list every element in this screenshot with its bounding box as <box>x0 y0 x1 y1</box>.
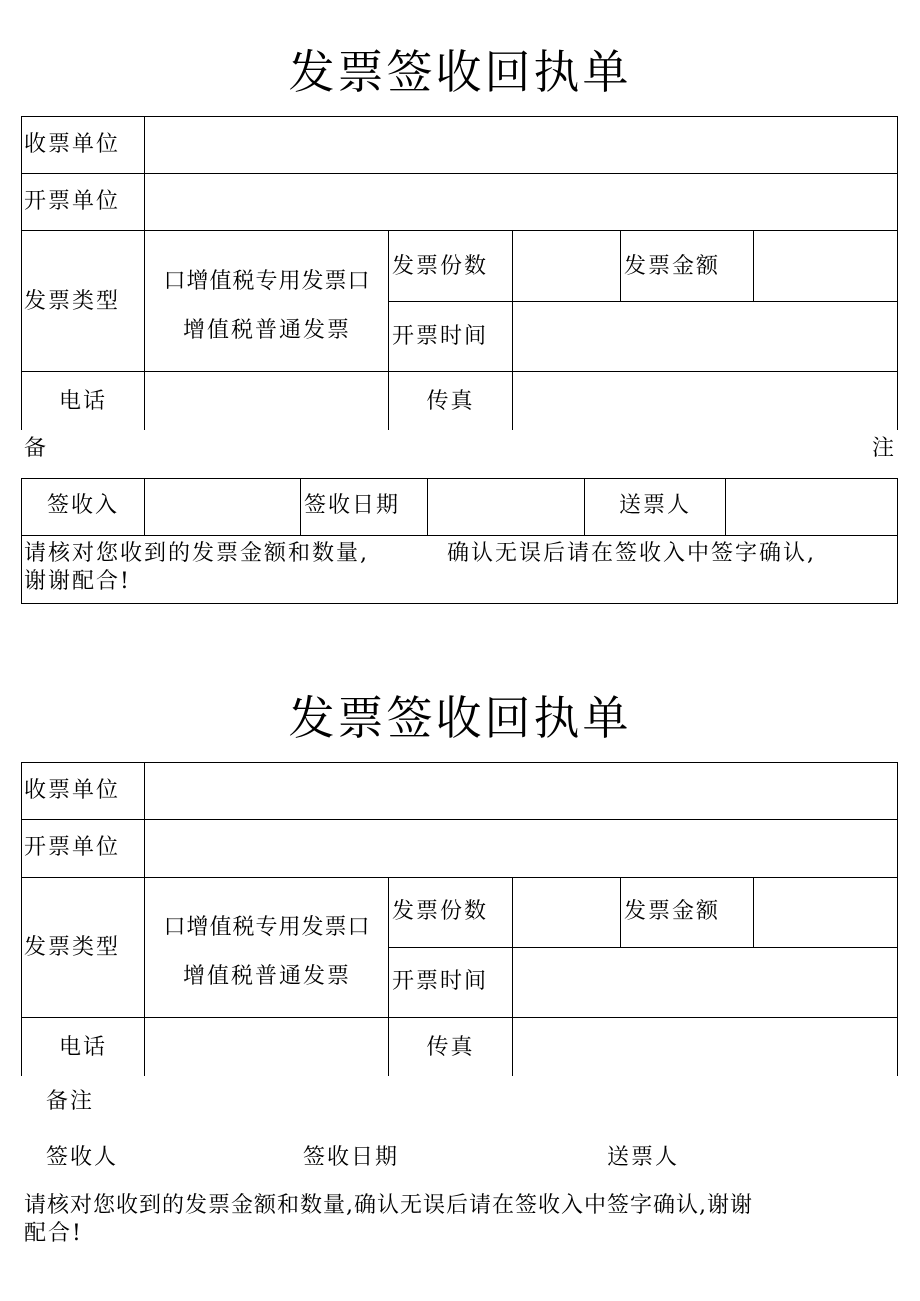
invoice-type-label: 发票类型 <box>24 935 121 960</box>
invoice-type-option-2[interactable]: 增值税普通发票 <box>182 964 351 989</box>
phone-field[interactable] <box>146 1019 387 1076</box>
recipient-field[interactable] <box>146 118 896 172</box>
fax-label: 传真 <box>426 389 475 414</box>
invoice-amount-label: 发票金额 <box>624 254 721 279</box>
issuer-field[interactable] <box>146 821 896 876</box>
sign-date-field[interactable] <box>429 480 583 534</box>
remark-label: 备注 <box>46 1089 95 1114</box>
recipient-label: 收票单位 <box>24 132 121 157</box>
phone-label: 电话 <box>58 1035 107 1060</box>
recipient-label: 收票单位 <box>24 778 121 803</box>
invoice-amount-field[interactable] <box>755 879 896 946</box>
fax-label: 传真 <box>426 1035 475 1060</box>
invoice-count-label: 发票份数 <box>392 254 489 279</box>
notice-text-part2: 确认无误后请在签收入中签字确认, <box>447 541 816 566</box>
deliverer-label: 送票人 <box>607 1145 680 1170</box>
issue-time-label: 开票时间 <box>392 324 489 349</box>
sign-date-label: 签收日期 <box>303 1145 400 1170</box>
issuer-label: 开票单位 <box>24 189 121 214</box>
notice-text-line2: 配合! <box>24 1221 83 1246</box>
signer-label: 签收入 <box>46 493 119 518</box>
phone-field[interactable] <box>146 373 387 430</box>
invoice-type-option-1[interactable]: 口增值税专用发票口 <box>163 915 371 940</box>
issue-time-label: 开票时间 <box>392 969 489 994</box>
invoice-count-field[interactable] <box>514 879 619 946</box>
notice-text-part3: 谢谢配合! <box>24 569 131 594</box>
form-title: 发票签收回执单 <box>288 691 632 745</box>
recipient-field[interactable] <box>146 764 896 818</box>
issue-time-field[interactable] <box>514 303 896 370</box>
notice-text-line1: 请核对您收到的发票金额和数量,确认无误后请在签收入中签字确认,谢谢 <box>24 1193 753 1218</box>
issuer-field[interactable] <box>146 175 896 229</box>
invoice-count-field[interactable] <box>514 232 619 300</box>
invoice-count-label: 发票份数 <box>392 899 489 924</box>
signer-label: 签收人 <box>46 1145 119 1170</box>
invoice-type-option-2[interactable]: 增值税普通发票 <box>182 318 351 343</box>
sign-date-label: 签收日期 <box>304 493 401 518</box>
issuer-label: 开票单位 <box>24 835 121 860</box>
deliverer-field[interactable] <box>727 480 896 534</box>
remark-label-left: 备 <box>24 436 49 461</box>
invoice-type-label: 发票类型 <box>24 289 121 314</box>
invoice-amount-label: 发票金额 <box>624 899 721 924</box>
fax-field[interactable] <box>514 373 896 430</box>
invoice-type-option-1[interactable]: 口增值税专用发票口 <box>163 269 371 294</box>
issue-time-field[interactable] <box>514 949 896 1016</box>
remark-label-right: 注 <box>872 436 897 461</box>
phone-label: 电话 <box>58 389 107 414</box>
signer-field[interactable] <box>146 480 299 534</box>
deliverer-label: 送票人 <box>618 493 691 518</box>
form-title: 发票签收回执单 <box>288 45 632 99</box>
invoice-amount-field[interactable] <box>755 232 896 300</box>
fax-field[interactable] <box>514 1019 896 1076</box>
notice-text-part1: 请核对您收到的发票金额和数量, <box>24 541 369 566</box>
